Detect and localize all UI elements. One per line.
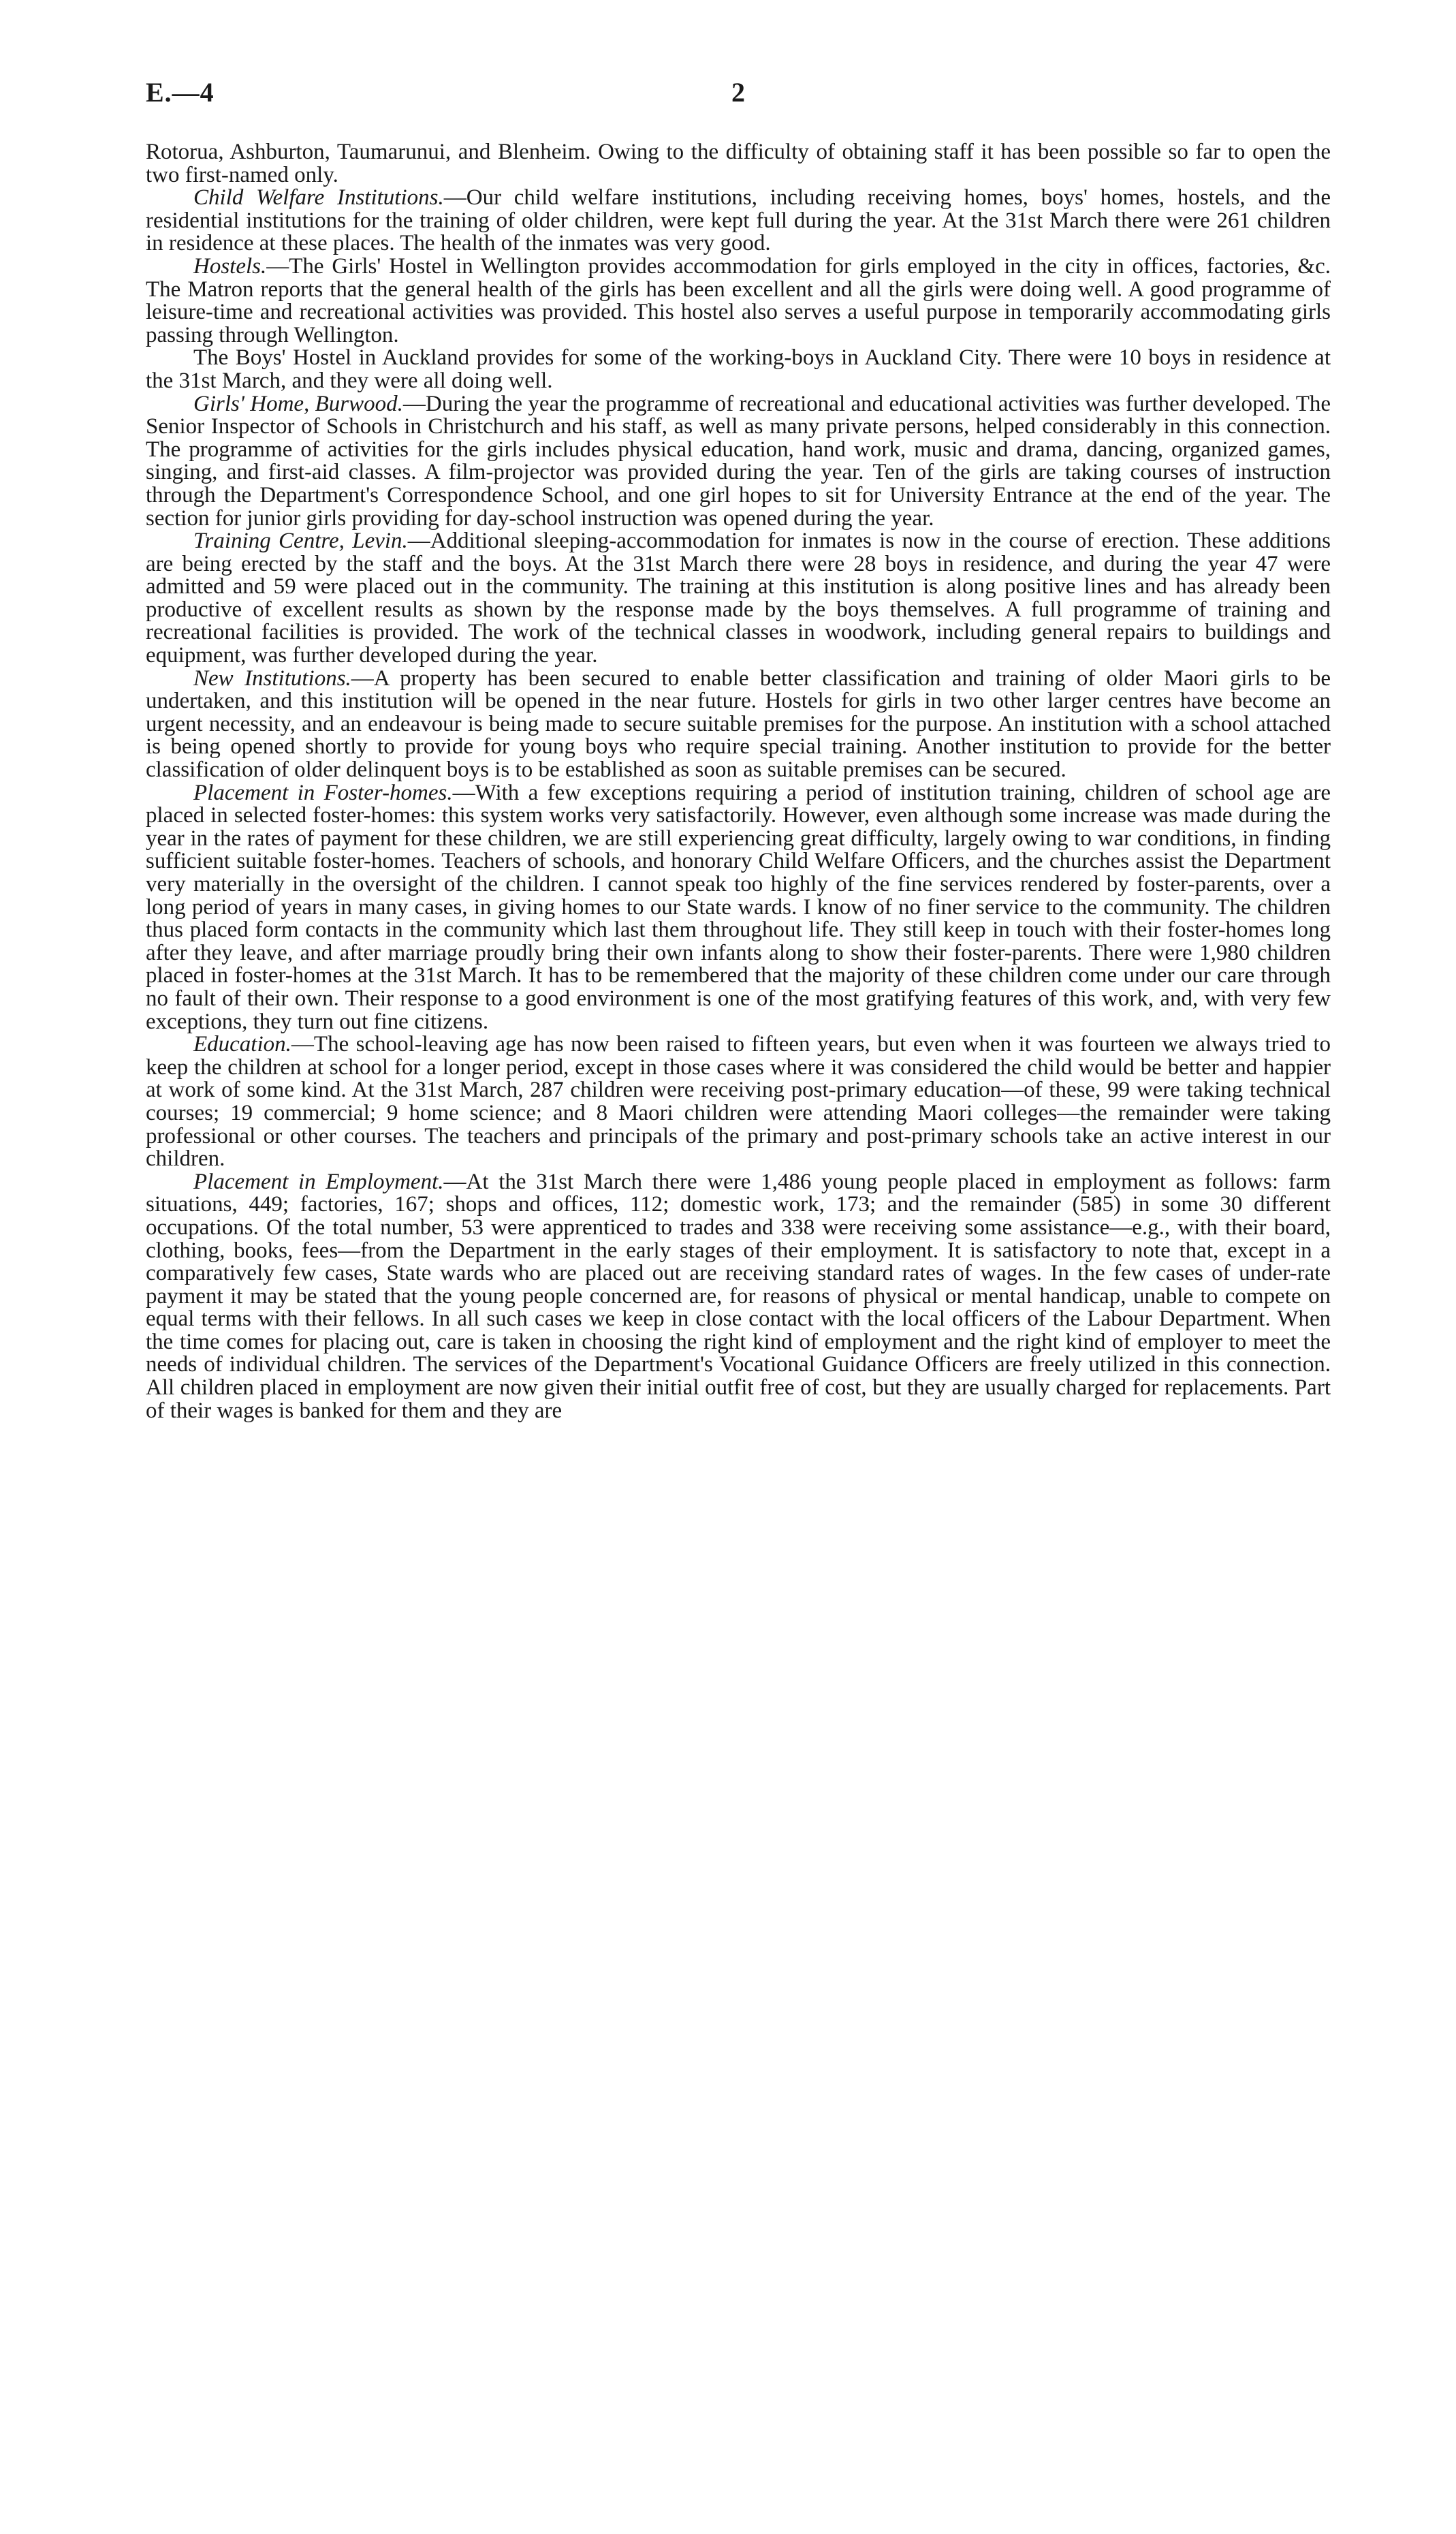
paragraph-hostels (146, 255, 1331, 347)
paragraph-new-institutions (146, 668, 1331, 782)
document-code: E.—4 (146, 77, 215, 108)
paragraph-text: —Our child welfare institutions, including receiving homes, boys' homes, hostels, and the residential institutions for the training of older children, were kept full during the year. At the 31st March there were 261 children in residence at these places. The health of the inmates was very good. (146, 185, 1331, 256)
paragraph-text: The Boys' Hostel in Auckland provides for some of the working-boys in Auckland City. There were 10 boys in residence at the 31st March, and they were all doing well. (146, 345, 1331, 393)
section-heading: Girls' Home, Burwood. (193, 391, 403, 416)
paragraph-placement-foster-homes (146, 782, 1331, 1034)
section-heading: Education. (193, 1032, 291, 1057)
page-number: 2 (731, 77, 745, 108)
section-heading: New Institutions. (193, 666, 351, 691)
paragraph-text: —The Girls' Hostel in Wellington provides accommodation for girls employed in the city in offices, factories, &c. The Matron reports that the general health of the girls has been excellent and all the girls were doing well. A good programme of leisure-time and recreational activities was provided. This hostel also serves a useful purpose in temporarily accommodating girls passing through Wellington. (146, 253, 1331, 347)
page-header (146, 76, 1331, 117)
body-text (146, 141, 1331, 1422)
paragraph-text: —At the 31st March there were 1,486 young people placed in employment as follows: farm situations, 449; factories, 167; shops and offices, 112; domestic work, 173; and the remainder (585) in some 30 different occupations. Of the total number, 53 were apprenticed to trades and 338 were receiving some assistance—e.g., with their board, clothing, books, fees—from the Department in the early stages of their employment. It is satisfactory to note that, except in a comparatively few cases, State wards who are placed out are receiving standard rates of wages. In the few cases of under-rate payment it may be stated that the young people concerned are, for reasons of physical or mental handicap, unable to compete on equal terms with their fellows. In all such cases we keep in close contact with the local officers of the Labour Department. When the time comes for placing out, care is taken in choosing the right kind of employment and the right kind of employer to meet the needs of individual children. The services of the Department's Vocational Guidance Officers are freely utilized in this connection. All children placed in employment are now given their initial outfit free of cost, but they are usually charged for replacements. Part of their wages is banked for them and they are (146, 1169, 1331, 1423)
paragraph-boys-hostel (146, 347, 1331, 392)
paragraph-continuation (146, 141, 1331, 187)
paragraph-text: —With a few exceptions requiring a period of institution training, children of school age are placed in selected foster-homes: this system works very satisfactorily. However, even although some increase was made during the year in the rates of payment for these children, we are still experiencing great difficulty, largely owing to war conditions, in finding sufficient suitable foster-homes. Teachers of schools, and honorary Child Welfare Officers, and the churches assist the Department very materially in the oversight of the children. I cannot speak too highly of the fine services rendered by foster-parents, over a long period of years in many cases, in giving homes to our State wards. I know of no finer service to the community. The children thus placed form contacts in the community which last them throughout life. They still keep in touch with their foster-homes long after they leave, and after marriage proudly bring their own infants along to show their foster-parents. There were 1,980 children placed in foster-homes at the 31st March. It has to be remembered that the majority of these children come under our care through no fault of their own. Their response to a good environment is one of the most gratifying features of this work, and, with very few exceptions, they turn out fine citizens. (146, 780, 1331, 1034)
paragraph-text: —A property has been secured to enable better classification and training of older Maori girls to be undertaken, and this institution will be opened in the near future. Hostels for girls in two other larger centres have become an urgent necessity, and an endeavour is being made to secure suitable premises for the purpose. An institution with a school attached is being opened shortly to provide for young boys who require special training. Another institution to provide for the better classification of older delinquent boys is to be established as soon as suitable premises can be secured. (146, 666, 1331, 783)
paragraph-child-welfare-institutions (146, 187, 1331, 255)
section-heading: Placement in Employment. (193, 1169, 444, 1194)
paragraph-training-centre-levin (146, 530, 1331, 668)
section-heading: Training Centre, Levin. (193, 529, 408, 554)
paragraph-education (146, 1033, 1331, 1171)
paragraph-text: Rotorua, Ashburton, Taumarunui, and Blenheim. Owing to the difficulty of obtaining staff it has been possible so far to open the two first-named only. (146, 140, 1331, 187)
section-heading: Placement in Foster-homes. (193, 780, 453, 805)
paragraph-girls-home-burwood (146, 393, 1331, 531)
paragraph-placement-employment (146, 1171, 1331, 1423)
paragraph-text: —The school-leaving age has now been raised to fifteen years, but even when it was fourteen we always tried to keep the children at school for a longer period, except in those cases where it was considered the child would be better and happier at work of some kind. At the 31st March, 287 children were receiving post-primary education—of these, 99 were taking technical courses; 19 commercial; 9 home science; and 8 Maori children were attending Maori colleges—the remainder were taking professional or other courses. The teachers and principals of the primary and post-primary schools take an active interest in our children. (146, 1032, 1331, 1172)
paragraph-text: —Additional sleeping-accommodation for inmates is now in the course of erection. These additions are being erected by the staff and the boys. At the 31st March there were 28 boys in residence, and during the year 47 were admitted and 59 were placed out in the community. The training at this institution is along positive lines and has already been productive of excellent results as shown by the response made by the boys themselves. A full programme of training and recreational facilities is provided. The work of the technical classes in woodwork, including general repairs to buildings and equipment, was further developed during the year. (146, 529, 1331, 668)
section-heading: Child Welfare Institutions. (193, 185, 444, 210)
section-heading: Hostels. (193, 253, 267, 279)
paragraph-text: —During the year the programme of recreational and educational activities was further developed. The Senior Inspector of Schools in Christchurch and his staff, as well as many private persons, helped considerably in this connection. The programme of activities for the girls includes physical education, hand work, music and drama, dancing, organized games, singing, and first-aid classes. A film-projector was provided during the year. Ten of the girls are taking courses of instruction through the Department's Correspondence School, and one girl hopes to sit for University Entrance at the end of the year. The section for junior girls providing for day-school instruction was opened during the year. (146, 391, 1331, 531)
